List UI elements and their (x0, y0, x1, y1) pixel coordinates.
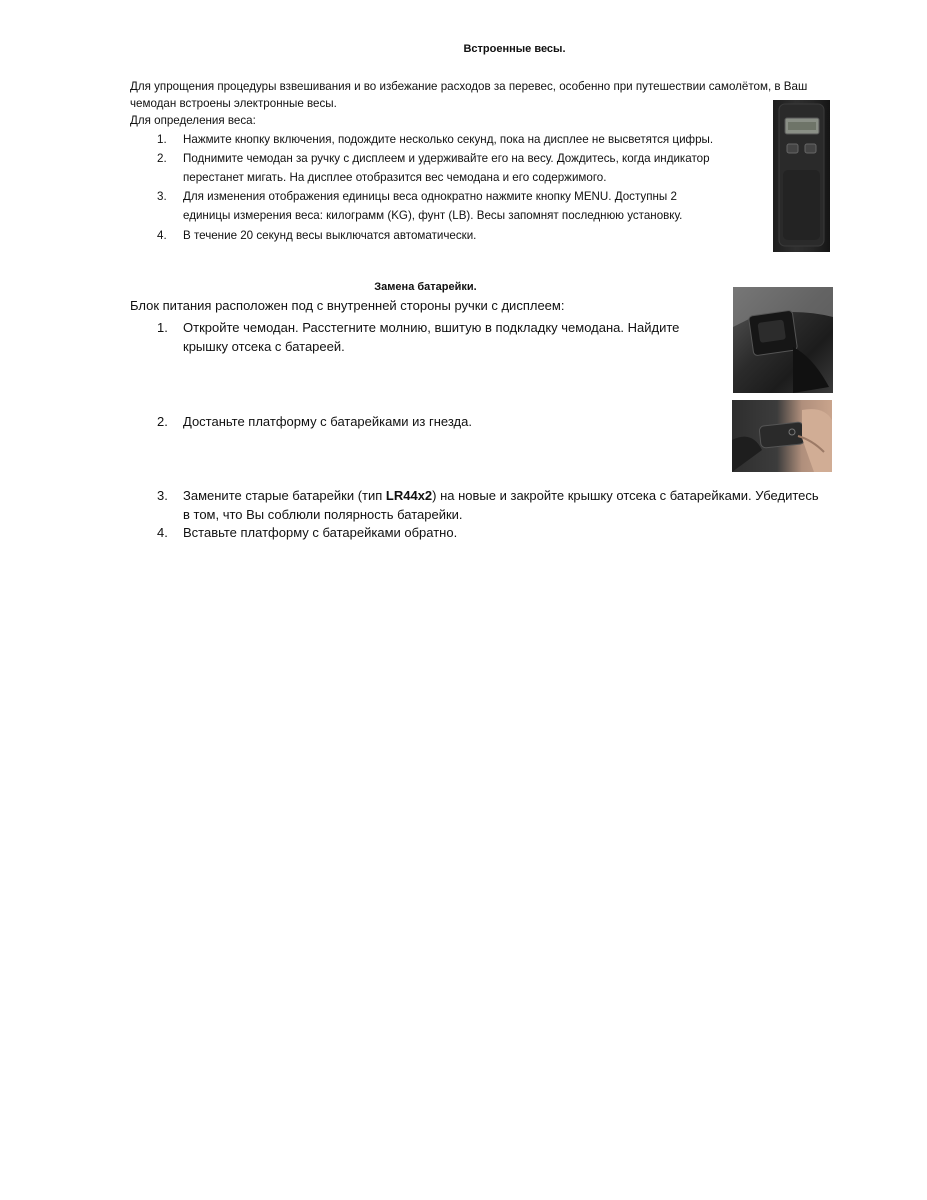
scale-step-4-text: В течение 20 секунд весы выключатся автоматически. (183, 229, 477, 242)
handle-display-graphic (773, 100, 830, 252)
section-title-scale: Встроенные весы. (463, 43, 566, 55)
battery-intro: Блок питания расположен под с внутренней стороны ручки с дисплеем: (130, 298, 565, 313)
battery-step-3-text-post: ) на новые и закройте крышку отсека с батарейками. Убедитесь (432, 488, 819, 503)
scale-step-1-text: Нажмите кнопку включения, подождите несколько секунд, пока на дисплее не высветятся цифры. (183, 133, 714, 146)
battery-step-3-number: 3. (157, 488, 168, 503)
scale-intro-line-3: Для определения веса: (130, 114, 256, 127)
battery-platform-photo (732, 400, 832, 472)
scale-step-2-text-line-1: Поднимите чемодан за ручку с дисплеем и удерживайте его на весу. Дождитесь, когда индикатор (183, 152, 710, 165)
battery-step-4-text: Вставьте платформу с батарейками обратно. (183, 525, 458, 540)
battery-step-2-number: 2. (157, 414, 168, 429)
battery-step-1-text-line-2: крышку отсека с батареей. (183, 339, 345, 354)
scale-handle-photo (773, 100, 830, 252)
battery-step-3-text-line-1 (183, 486, 819, 505)
battery-compartment-photo (733, 287, 833, 393)
compartment-graphic (733, 287, 833, 393)
scale-step-3-text-line-1: Для изменения отображения единицы веса однократно нажмите кнопку MENU. Доступны 2 (183, 190, 677, 203)
scale-step-4-number: 4. (157, 229, 167, 242)
battery-step-2-text: Достаньте платформу с батарейками из гнезда. (183, 414, 472, 429)
scale-intro-line-2: чемодан встроены электронные весы. (130, 97, 337, 110)
scale-step-3-text-line-2: единицы измерения веса: килограмм (KG), фунт (LB). Весы запомнят последнюю установку. (183, 209, 683, 222)
battery-type-label: LR44x2 (385, 488, 433, 503)
battery-step-3-text-line-2: в том, что Вы соблюли полярность батарейки. (183, 507, 463, 522)
battery-platform-graphic (732, 400, 832, 472)
scale-step-2-number: 2. (157, 152, 167, 165)
scale-step-3-number: 3. (157, 190, 167, 203)
scale-step-1-number: 1. (157, 133, 167, 146)
section-title-battery: Замена батарейки. (374, 281, 477, 293)
battery-step-1-text-line-1: Откройте чемодан. Расстегните молнию, вшитую в подкладку чемодана. Найдите (183, 320, 680, 335)
scale-step-2-text-line-2: перестанет мигать. На дисплее отобразится вес чемодана и его содержимого. (183, 171, 607, 184)
battery-step-3-text-pre: Замените старые батарейки (тип (183, 488, 386, 503)
battery-step-4-number: 4. (157, 525, 168, 540)
battery-step-1-number: 1. (157, 320, 168, 335)
scale-intro-line-1: Для упрощения процедуры взвешивания и во избежание расходов за перевес, особенно при путешествии самолётом, в Ваш (130, 80, 808, 93)
